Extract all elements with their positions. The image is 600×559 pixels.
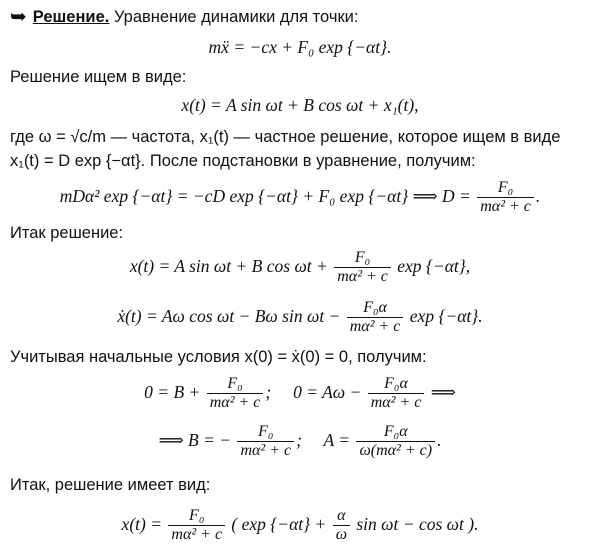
fraction-d: $\frac{\text{F₀}}{\text{mα² + c}}$ bbox=[477, 179, 534, 216]
solution-title: Решение. bbox=[32, 8, 110, 26]
text-initial-conditions: Учитывая начальные условия x(0) = ẋ(0) = 0, получим: bbox=[10, 348, 427, 366]
intro-text: Уравнение динамики для точки: bbox=[113, 8, 359, 26]
text-where-2: x₁(t) = D exp {−αt}. После подстановки в уравнение, получим: bbox=[10, 152, 476, 170]
text-itak: Итак решение: bbox=[10, 224, 124, 242]
equation-solution-x: x(t) = A sin ωt + B cos ωt + $\frac{\text{F₀}}{\text{mα² + c}}$ exp {−αt}, bbox=[129, 249, 471, 286]
arrow-icon: ➥ bbox=[10, 6, 27, 28]
text-search: Решение ищем в виде: bbox=[10, 68, 187, 86]
fraction-xdot: $\frac{\text{F₀α}}{\text{mα² + c}}$ bbox=[347, 299, 404, 336]
equation-solution-xdot: ẋ(t) = Aω cos ωt − Bω sin ωt − $\frac{\text{F₀α}}{\text{mα² + c}}$ exp {−αt}. bbox=[117, 299, 483, 336]
fraction-x: $\frac{\text{F₀}}{\text{mα² + c}}$ bbox=[334, 249, 391, 286]
equation-general-solution: x(t) = A sin ωt + B cos ωt + x₁(t), bbox=[181, 95, 419, 115]
header-line bbox=[10, 6, 600, 28]
equation-constants: ⟹ B = − $\frac{\text{F₀}}{\text{mα² + c}}$ ; A = $\frac{\text{F₀α}}{\text{ω(mα² + c)}}$ . bbox=[158, 423, 442, 460]
equation-final-solution: x(t) = $\frac{\text{F₀}}{\text{mα² + c}}$ ( exp {−αt} + $\frac{\alpha}{\omega}$ sin ωt − cos ωt ). bbox=[121, 507, 479, 544]
text-where-1: где ω = √c/m — частота, x₁(t) — частное решение, которое ищем в виде bbox=[10, 128, 561, 146]
equation-conditions: 0 = B + $\frac{\text{F₀}}{\text{mα² + c}}$ ; 0 = Aω − $\frac{\text{F₀α}}{\text{mα² + c}}$ ⟹ bbox=[144, 375, 456, 412]
equation-motion: mẍ = −cx + F₀ exp {−αt}. bbox=[208, 37, 392, 57]
text-final: Итак, решение имеет вид: bbox=[10, 476, 211, 494]
equation-substitution: mDα² exp {−αt} = −cD exp {−αt} + F₀ exp {−αt} ⟹ D = $\frac{\text{F₀}}{\text{mα² + c}}$ . bbox=[59, 179, 541, 216]
